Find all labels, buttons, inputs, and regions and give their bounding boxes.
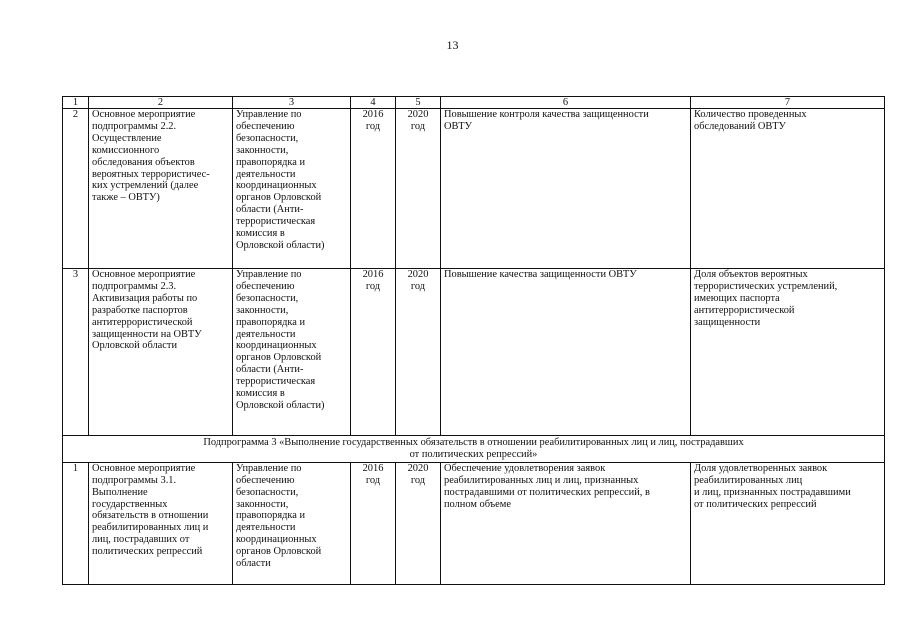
page-number: 13 [446,38,459,52]
target-indicator: Количество проведенных обследований ОВТУ [691,109,885,269]
column-number: 6 [441,97,691,109]
row-number: 1 [63,462,89,584]
column-number-row [63,97,885,109]
column-number: 3 [233,97,351,109]
table-row [63,269,885,436]
start-year: 2016 год [351,269,396,436]
subprogram-heading-row [63,436,885,463]
measure-name: Основное мероприятие подпрограммы 3.1. Выполнение государственных обязательств в отношении реабилитированных лиц и лиц, пострадавших от политических репрессий [89,462,233,584]
measure-name: Основное мероприятие подпрограммы 2.2. Осуществление комиссионного обследования объектов вероятных террористичес- ких устремлений (далее также – ОВТУ) [89,109,233,269]
table-row [63,462,885,584]
target-indicator: Доля удовлетворенных заявок реабилитированных лиц и лиц, признанных пострадавшими от политических репрессий [691,462,885,584]
end-year: 2020 год [396,109,441,269]
subprogram-heading: Подпрограмма 3 «Выполнение государственных обязательств в отношении реабилитированных лиц и лиц, пострадавших от политических репрессий» [63,436,885,463]
table-row [63,109,885,269]
start-year: 2016 год [351,462,396,584]
target-indicator: Доля объектов вероятных террористических устремлений, имеющих паспорта антитеррористической защищенности [691,269,885,436]
end-year: 2020 год [396,462,441,584]
row-number: 2 [63,109,89,269]
expected-result: Повышение качества защищенности ОВТУ [441,269,691,436]
column-number: 1 [63,97,89,109]
responsible-executor: Управление по обеспечению безопасности, законности, правопорядка и деятельности координационных органов Орловской области (Анти- террористическая комиссия в Орловской области) [233,269,351,436]
measure-name: Основное мероприятие подпрограммы 2.3. Активизация работы по разработке паспортов антитеррористической защищенности на ОВТУ Орловской области [89,269,233,436]
column-number: 5 [396,97,441,109]
column-number: 4 [351,97,396,109]
responsible-executor: Управление по обеспечению безопасности, законности, правопорядка и деятельности координационных органов Орловской области [233,462,351,584]
column-number: 7 [691,97,885,109]
end-year: 2020 год [396,269,441,436]
row-number: 3 [63,269,89,436]
column-number: 2 [89,97,233,109]
expected-result: Обеспечение удовлетворения заявок реабилитированных лиц и лиц, признанных пострадавшими от политических репрессий, в полном объеме [441,462,691,584]
expected-result: Повышение контроля качества защищенности ОВТУ [441,109,691,269]
program-measures-table [62,96,885,585]
start-year: 2016 год [351,109,396,269]
responsible-executor: Управление по обеспечению безопасности, законности, правопорядка и деятельности координационных органов Орловской области (Анти- террористическая комиссия в Орловской области) [233,109,351,269]
